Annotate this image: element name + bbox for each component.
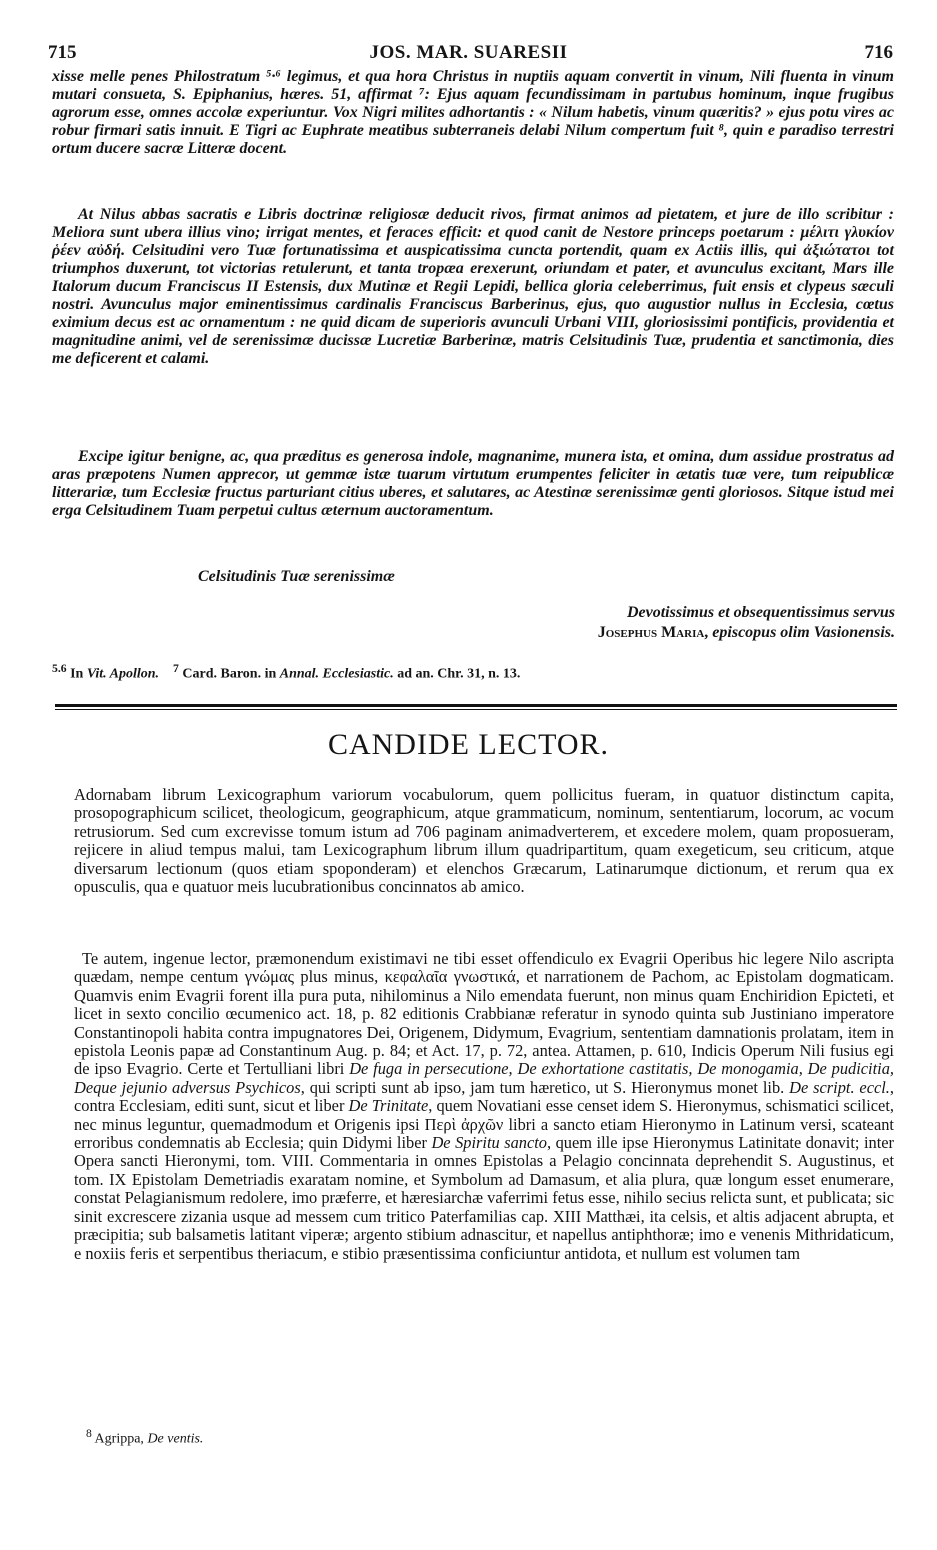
text-run: Te autem, ingenue lector, præmonendum existimavi ne tibi esset offendiculo ex Evagrii Operibus hic legere Nilo ascripta quædam, nempe centum γνώμας plus minus, κεφαλαῖα γνωστικά, et narrationem de Pachom, ac Epistolam dogmaticam. Quamvis enim Evagrii forent illa pura puta, nihilominus a Nilo emendata fuerunt, non minus quam Enchiridion Epicteti, et licet in sexto concilio œcumenico act. 18, p. 82 editionis Crabbianæ referatur in synodo quinta sub Justiniano imperatore Constantinopoli habita contra impugnatores Dei, Origenem, Didymum, Evagrium, sententiam damnationis prolatam, item in epistola Leonis papæ ad Constantinum Aug. p. 84; et Act. 17, p. 72, antea. Attamen, p. 610, Indicis Operum Nili fusius egi de ipso Evagrio. Certe et Tertulliani libri <box>74 949 894 1079</box>
dedication-paragraph-2 <box>52 206 894 368</box>
footnote-work-title: Vit. Apollon. <box>86 666 160 682</box>
footnote-text: Card. Baron. in <box>178 666 280 682</box>
footnote-work-title: Annal. Ecclesiastic. <box>279 666 394 682</box>
paragraph-text: Adornabam librum Lexicographum variorum vocabulorum, quem pollicitus fueram, in quatuor distinctum capita, prosopographicum scilicet, theologicum, geographicum, atque grammaticum, nominum, sententiarum, locorum, ac vocum retrusiorum. Sed cum excrevisse tomum istum ad 706 paginam animadverterem, et excedere molem, quam proposueram, rejicere in aliud tempus malui, tam Lexicographum librum illum quadripartitum, quam exegeticum, seu criticum, atque diversarum lectionum (quos etiam spoponderam) et elenchos Græcarum, Latinarumque dictionum, et rerum qua ex opusculis, qua e quatuor meis lucubrationibus concinnatos ab amico. <box>74 785 894 897</box>
footnote-bottom <box>86 1427 203 1448</box>
page-number-left: 715 <box>48 42 77 63</box>
signatory-name: Josephus Maria, <box>597 624 709 641</box>
text-run: , quem Novatiani esse censet idem S. Hieronymus, schismatici scilicet, nec minus leguntur, quemadmodum et Origenis ipsi Περὶ ἀρχῶν libri a sancto etiam Hieronymo in Latinum versi, scateant erroribus condemnatis ab Ecclesia; quin Didymi liber <box>74 1096 894 1153</box>
preface-paragraph-1 <box>74 786 894 896</box>
footnote-text: In <box>66 666 87 682</box>
paragraph-text <box>74 950 894 1263</box>
section-heading: CANDIDE LECTOR. <box>327 728 610 761</box>
footnote-mark: 7 <box>173 662 179 675</box>
page-number-right: 716 <box>864 42 893 63</box>
signature-name-line <box>598 623 895 643</box>
footnote-work-title: De ventis. <box>147 1431 204 1447</box>
footnote-mark: 5.6 <box>52 662 67 675</box>
dedication-paragraph-1 <box>52 68 894 158</box>
work-title: De Spiritu sancto <box>431 1133 547 1153</box>
text-run: , quem ille ipse Hieronymus Latinitate donavit; inter Opera sancti Hieronymi, tom. VIII. Commentaria in omnes Epistolas a Pelagio concinnata deprehendit S. Augustinus, et tom. IX Epistolam Demetriadis exaratam nomine, et Symbolum ad Damasum, et alia plura, quæ longum esset enumerare, constat Pelagianismum redolere, imo præferre, et hæresiarchæ vaferrimi fetus esse, nihilo secius relicta sunt, et publicata; sic sinit excrescere zizania usque ad messem cum tritico Paterfamilias cap. XIII Matthæi, ita celsis, et altis adjacent abrupta, et præcipitia; sub balsametis latitant viperæ; argento stibium adnascitur, et napellus antiphthoræ; imo e venenis Mithridaticum, e noxiis feris et serpentibus theriacum, e stibio præsentissima conficiuntur antidota, et nullum est volumen tam <box>74 1133 894 1263</box>
footnote-mark: 8 <box>86 1427 92 1440</box>
dedication-paragraph-3 <box>52 448 894 520</box>
work-title: De fuga in persecutione, De exhortatione castitatis, De monogamia, De pudicitia, Deque jejunio adversus Psychicos <box>74 1059 895 1097</box>
text-run: , contra Ecclesiam, editi sunt, sicut et liber <box>74 1077 895 1116</box>
signature-line: Devotissimus et obsequentissimus servus <box>626 604 895 621</box>
footnote-text: Agrippa, <box>91 1431 148 1447</box>
signature-block <box>598 603 895 643</box>
paragraph-text: At Nilus abbas sacratis e Libris doctrinæ religiosæ deducit rivos, firmat animos ad pietatem, et jure de illo scribitur : Meliora sunt ubera illius vino; irrigat mentes, et feraces efficit: et quod canit de Nestore princeps poetarum : μέλιτι γλυκίον ῥέεν αὐδή. Celsitudini vero Tuæ fortunatissima et auspicatissima cuncta portendit, quam ex Actiis illis, qui ἀξιώτατοι tot triumphos duxerunt, tot victorias retulerunt, et tanta tropæa erexerunt, oriundam et pater, et avunculus excitant, Mars ille Italorum ducum Franciscus II Estensis, dux Mutinæ et Regii Lepidi, bellica gloria celeberrimus, fuit ensis et clypeus sæculi nostri. Avunculus major eminentissimus cardinalis Franciscus Barberinus, ejus, quo augustior nullus in Ecclesia, cœtus eximium decus est ac ornamentum : ne quid dicam de superioris avunculi Urbani VIII, gloriosissimi pontificis, providentia et magnitudine animi, vel de serenissimæ ducissæ Lucretiæ Barberinæ, matris Celsitudinis Tuæ, prudentia et sanctimonia, dies me deficerent et calami. <box>52 206 894 367</box>
footnotes-top <box>52 662 520 683</box>
valediction: Celsitudinis Tuæ serenissimæ <box>198 568 395 585</box>
section-divider-thin <box>55 709 897 710</box>
signatory-title: episcopus olim Vasionensis. <box>708 624 895 641</box>
preface-paragraph-2 <box>74 950 894 1263</box>
running-title: JOS. MAR. SUARESII <box>369 42 568 63</box>
section-divider <box>55 704 897 707</box>
work-title: De script. eccl. <box>789 1077 890 1097</box>
footnote-text: ad an. Chr. 31, n. 13. <box>393 666 521 682</box>
text-run: , qui scripti sunt ab ipso, jam tum hæretico, ut S. Hieronymus monet lib. <box>300 1077 790 1097</box>
work-title: De Trinitate <box>348 1096 429 1116</box>
paragraph-text: xisse melle penes Philostratum ⁵·⁶ legimus, et qua hora Christus in nuptiis aquam convertit in vinum, Nili fluenta in vinum mutari consueta, S. Epiphanius, hæres. 51, affirmat ⁷: Ejus aquam fecundissimam in partubus hominum, inque frugibus agrorum esse, omnes accolæ experiuntur. Vox Nigri milites adhortantis : « Nilum habetis, vinum quæritis? » ejus potu vires ac robur firmari satis innuit. E Tigri ac Euphrate meatibus subterraneis delabi Nilum compertum fuit ⁸, quin e paradiso terrestri ortum ducere sacræ Litteræ docent. <box>52 68 894 157</box>
running-header <box>40 34 897 64</box>
paragraph-text: Excipe igitur benigne, ac, qua præditus es generosa indole, magnanime, munera ista, et omina, dum assidue prostratus ad aras præpotens Numen apprecor, ut gemmæ istæ tuarum virtutum erumpentes feliciter in ætatis tuæ vere, tum reipublicæ litterariæ, tum Ecclesiæ fructus parturiant citius uberes, et salutares, ac Atestinæ serenissimæ genti gloriosos. Sitque istud mei erga Celsitudinem Tuam perpetui cultus æternum auctoramentum. <box>52 448 894 519</box>
